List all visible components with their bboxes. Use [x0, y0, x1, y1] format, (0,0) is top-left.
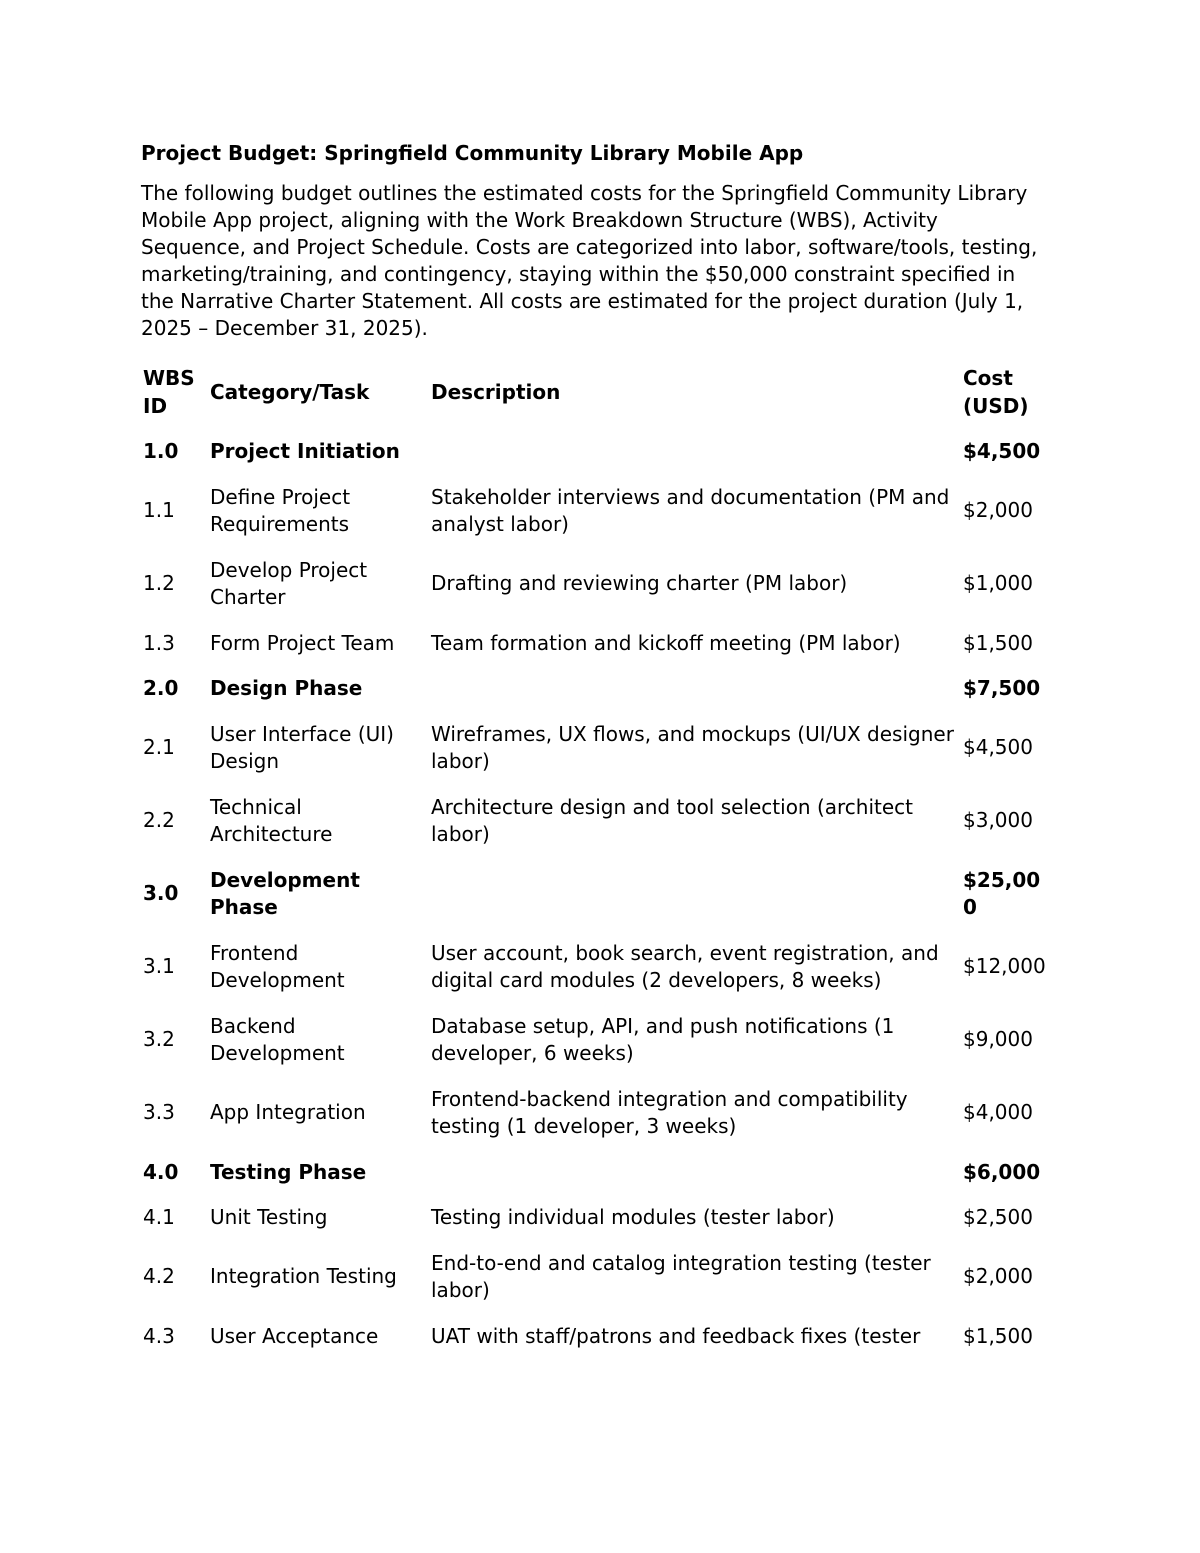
cost-cell: $4,500 — [963, 439, 1041, 463]
category-cell: Project Initiation — [210, 439, 400, 463]
description-cell — [429, 858, 961, 931]
cost-cell: $25,000 — [963, 867, 1041, 919]
cost-cell: $1,500 — [963, 630, 1033, 655]
table-row — [141, 429, 1053, 475]
table-row — [141, 621, 1053, 667]
table-row — [141, 858, 1053, 931]
table-header-row — [141, 356, 1053, 429]
wbs-id-cell: 4.0 — [143, 1159, 179, 1184]
wbs-id-cell: 2.1 — [143, 735, 175, 760]
description-cell: Architecture design and tool selection (architect labor) — [431, 794, 914, 846]
category-cell: User Interface (UI) Design — [210, 721, 394, 773]
table-row — [141, 666, 1053, 712]
category-cell: Unit Testing — [210, 1205, 328, 1229]
wbs-id-cell: 3.0 — [143, 881, 179, 906]
document-title: Project Budget: Springfield Community Library Mobile App — [141, 141, 804, 165]
wbs-id-cell: 4.3 — [143, 1323, 175, 1348]
wbs-id-cell: 4.2 — [143, 1264, 175, 1289]
description-cell: Frontend-backend integration and compatibility testing (1 developer, 3 weeks) — [431, 1086, 908, 1138]
table-row — [141, 548, 1053, 621]
cost-cell: $12,000 — [963, 954, 1046, 979]
table-row — [141, 785, 1053, 858]
wbs-id-cell: 1.0 — [143, 439, 179, 463]
wbs-id-cell: 3.3 — [143, 1100, 175, 1125]
header-category: Category/Task — [210, 379, 370, 404]
table-row — [141, 712, 1053, 785]
header-cost: Cost (USD) — [963, 366, 1029, 418]
wbs-id-cell: 1.3 — [143, 630, 175, 655]
description-cell — [429, 429, 961, 475]
table-row — [141, 1195, 1053, 1241]
cost-cell: $3,000 — [963, 808, 1033, 833]
description-cell — [429, 1150, 961, 1196]
cost-cell: $6,000 — [963, 1159, 1041, 1184]
wbs-id-cell: 3.1 — [143, 954, 175, 979]
cost-cell: $9,000 — [963, 1027, 1033, 1052]
wbs-id-cell: 1.1 — [143, 498, 175, 523]
intro-paragraph: The following budget outlines the estimated costs for the Springfield Community Library Mobile App project, aligning with the Work Breakdown Structure (WBS), Activity Sequence, and Project Schedule. Costs are categorized into labor, software/tools, testing, marketing/training, and contingency, staying within the $50,000 constraint specified in the Narrative Charter Statement. All costs are estimated for the project duration (July 1, 2025 – December 31, 2025). — [141, 181, 1038, 340]
description-cell: UAT with staff/patrons and feedback fixes (tester — [431, 1323, 921, 1348]
cost-cell: $1,500 — [963, 1323, 1033, 1348]
table-row — [141, 1004, 1053, 1077]
header-description: Description — [431, 379, 561, 404]
description-cell: Drafting and reviewing charter (PM labor) — [431, 571, 848, 596]
wbs-id-cell: 1.2 — [143, 571, 175, 596]
table-row — [141, 1077, 1053, 1150]
description-cell — [429, 666, 961, 712]
category-cell: Design Phase — [210, 676, 363, 700]
description-cell: User account, book search, event registration, and digital card modules (2 developers, 8 weeks) — [431, 940, 939, 992]
category-cell: Backend Development — [210, 1013, 345, 1065]
cost-cell: $7,500 — [963, 676, 1041, 700]
cost-cell: $1,000 — [963, 571, 1033, 596]
description-cell: Stakeholder interviews and documentation (PM and analyst labor) — [431, 484, 950, 536]
cost-cell: $4,500 — [963, 735, 1033, 760]
description-cell: Wireframes, UX flows, and mockups (UI/UX designer labor) — [431, 721, 954, 773]
wbs-id-cell: 2.0 — [143, 676, 179, 700]
table-row — [141, 931, 1053, 1004]
cost-cell: $2,500 — [963, 1205, 1033, 1229]
wbs-id-cell: 4.1 — [143, 1205, 175, 1229]
category-cell: Integration Testing — [210, 1264, 397, 1289]
category-cell: Define Project Requirements — [210, 484, 351, 536]
category-cell: Develop Project Charter — [210, 557, 368, 609]
table-row — [141, 1314, 1053, 1360]
category-cell: App Integration — [210, 1100, 366, 1125]
table-row — [141, 475, 1053, 548]
budget-table — [141, 356, 1053, 1359]
description-cell: Database setup, API, and push notifications (1 developer, 6 weeks) — [431, 1013, 895, 1065]
category-cell: Technical Architecture — [210, 794, 333, 846]
cost-cell: $2,000 — [963, 1264, 1033, 1289]
category-cell: User Acceptance — [210, 1323, 379, 1348]
document-page — [141, 138, 1061, 1359]
description-cell: End-to-end and catalog integration testing (tester labor) — [431, 1250, 931, 1302]
cost-cell: $4,000 — [963, 1100, 1033, 1125]
category-cell: Testing Phase — [210, 1159, 367, 1184]
header-wbs-id: WBS ID — [143, 366, 195, 418]
description-cell: Team formation and kickoff meeting (PM labor) — [431, 630, 901, 655]
category-cell: Development Phase — [210, 867, 360, 919]
table-row — [141, 1150, 1053, 1196]
wbs-id-cell: 3.2 — [143, 1027, 175, 1052]
wbs-id-cell: 2.2 — [143, 808, 175, 833]
category-cell: Form Project Team — [210, 630, 395, 655]
description-cell: Testing individual modules (tester labor) — [431, 1205, 835, 1229]
table-row — [141, 1241, 1053, 1314]
category-cell: Frontend Development — [210, 940, 345, 992]
cost-cell: $2,000 — [963, 498, 1033, 523]
